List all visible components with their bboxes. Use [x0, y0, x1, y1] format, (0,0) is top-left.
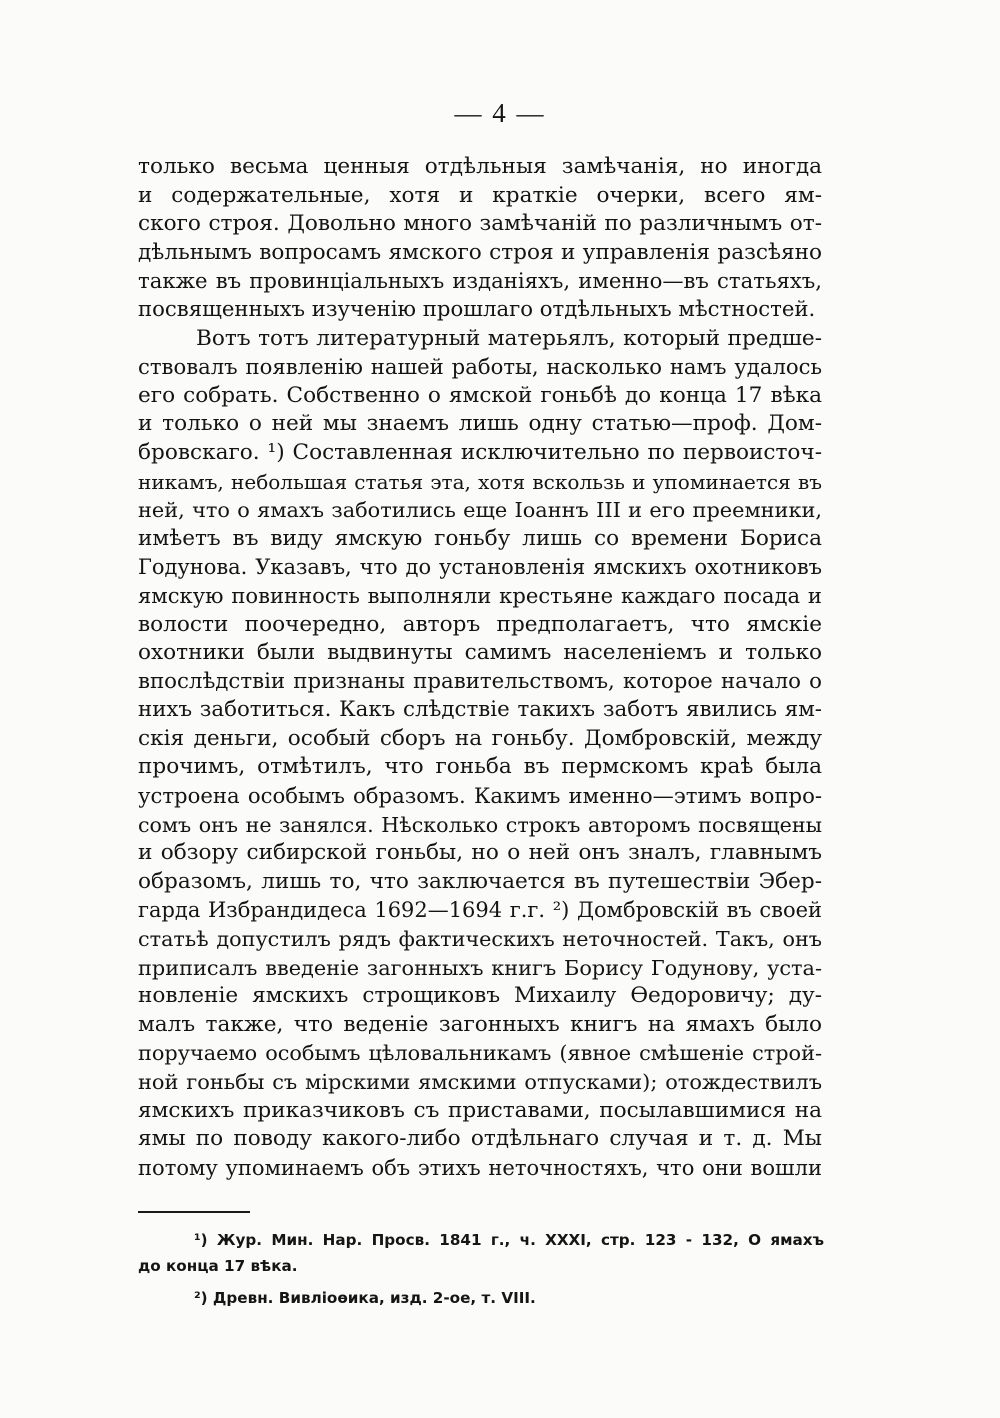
footnote-1-line-2: до конца 17 вѣка.	[138, 1257, 298, 1275]
text-line: ней, что о ямахъ заботились еще Іоаннъ III и его преемники,	[138, 498, 822, 523]
text-line: бровскаго. ¹) Составленная исключительно по первоисточ-	[138, 439, 822, 465]
footnote-1-line-1: ¹) Жур. Мин. Нар. Просв. 1841 г., ч. XXXI, стр. 123 - 132, О ямахъ	[194, 1231, 824, 1249]
text-line: образомъ, лишь то, что заключается въ путешествіи Эбер-	[138, 868, 822, 894]
text-line: нихъ заботиться. Какъ слѣдствіе такихъ заботъ явились ям-	[138, 697, 822, 723]
text-line: новленіе ямскихъ строщиковъ Михаилу Ѳедоровичу; ду-	[138, 983, 822, 1009]
text-line: никамъ, небольшая статья эта, хотя вскользь и упоминается въ	[138, 469, 822, 494]
text-line: только весьма ценныя отдѣльныя замѣчанія, но иногда	[138, 154, 822, 179]
text-line: прочимъ, отмѣтилъ, что гоньба въ пермскомъ краѣ была	[138, 754, 822, 780]
text-line: приписалъ введеніе загонныхъ книгъ Борису Годунову, уста-	[138, 955, 822, 980]
text-line: потому упоминаемъ объ этихъ неточностяхъ, что они вошли	[138, 1154, 822, 1180]
text-line: волости поочередно, авторъ предполагаетъ, что ямскіе	[138, 611, 822, 637]
text-line: сомъ онъ не занялся. Нѣсколько строкъ авторомъ посвящены	[138, 812, 822, 837]
text-line: и содержательные, хотя и краткіе очерки, всего ям-	[138, 182, 822, 208]
text-line: и обзору сибирской гоньбы, но о ней онъ зналъ, главнымъ	[138, 840, 822, 866]
text-line: и только о ней мы знаемъ лишь одну статью—проф. Дом-	[138, 411, 822, 437]
footnote-2: ²) Древн. Вивліоѳика, изд. 2-ое, т. VIII.	[194, 1289, 536, 1307]
text-line: дѣльнымъ вопросамъ ямского строя и управленія разсѣяно	[138, 239, 822, 265]
text-line: ной гоньбы съ мірскими ямскими отпусками); отождествилъ	[138, 1070, 822, 1094]
text-line: ствовалъ появленію нашей работы, насколько намъ удалось	[138, 354, 822, 380]
text-line: имѣетъ въ виду ямскую гоньбу лишь со времени Бориса	[138, 525, 822, 551]
text-line: статьѣ допустилъ рядъ фактическихъ неточностей. Такъ, онъ	[138, 927, 822, 952]
text-line: поручаемо особымъ цѣловальникамъ (явное смѣшеніе строй-	[138, 1041, 822, 1066]
text-line: малъ также, что веденіе загонныхъ книгъ на ямахъ было	[138, 1011, 822, 1037]
text-line: охотники были выдвинуты самимъ населеніемъ и только	[138, 640, 822, 666]
text-line: гарда Избрандидеса 1692—1694 г.г. ²) Домбровскій въ своей	[138, 898, 822, 923]
text-line: его собрать. Собственно о ямской гоньбѣ до конца 17 вѣка	[138, 382, 822, 408]
text-line: устроена особымъ образомъ. Какимъ именно—этимъ вопро-	[138, 783, 822, 809]
text-line: скія деньги, особый сборъ на гоньбу. Домбровскій, между	[138, 725, 822, 751]
text-line: впослѣдствіи признаны правительствомъ, которое начало о	[138, 668, 822, 694]
body-text	[138, 153, 822, 1182]
text-line: ямскую повинность выполняли крестьяне каждаго посада и	[138, 582, 822, 608]
text-line: Годунова. Указавъ, что до установленія ямскихъ охотниковъ	[138, 555, 822, 580]
footnote-divider	[138, 1211, 250, 1213]
text-line: ямы по поводу какого-либо отдѣльнаго случая и т. д. Мы	[138, 1126, 822, 1152]
text-line: также въ провинціальныхъ изданіяхъ, именно—въ статьяхъ,	[138, 268, 822, 294]
footnotes	[138, 1227, 824, 1311]
text-line: посвященныхъ изученію прошлаго отдѣльныхъ мѣстностей.	[138, 296, 816, 322]
text-line: ямскихъ приказчиковъ съ приставами, посылавшимися на	[138, 1097, 822, 1123]
page-number: — 4 —	[454, 98, 546, 128]
text-line: ского строя. Довольно много замѣчаній по различнымъ от-	[138, 211, 822, 237]
paragraph-start-line: Вотъ тотъ литературный матерьялъ, который предше-	[196, 325, 822, 351]
